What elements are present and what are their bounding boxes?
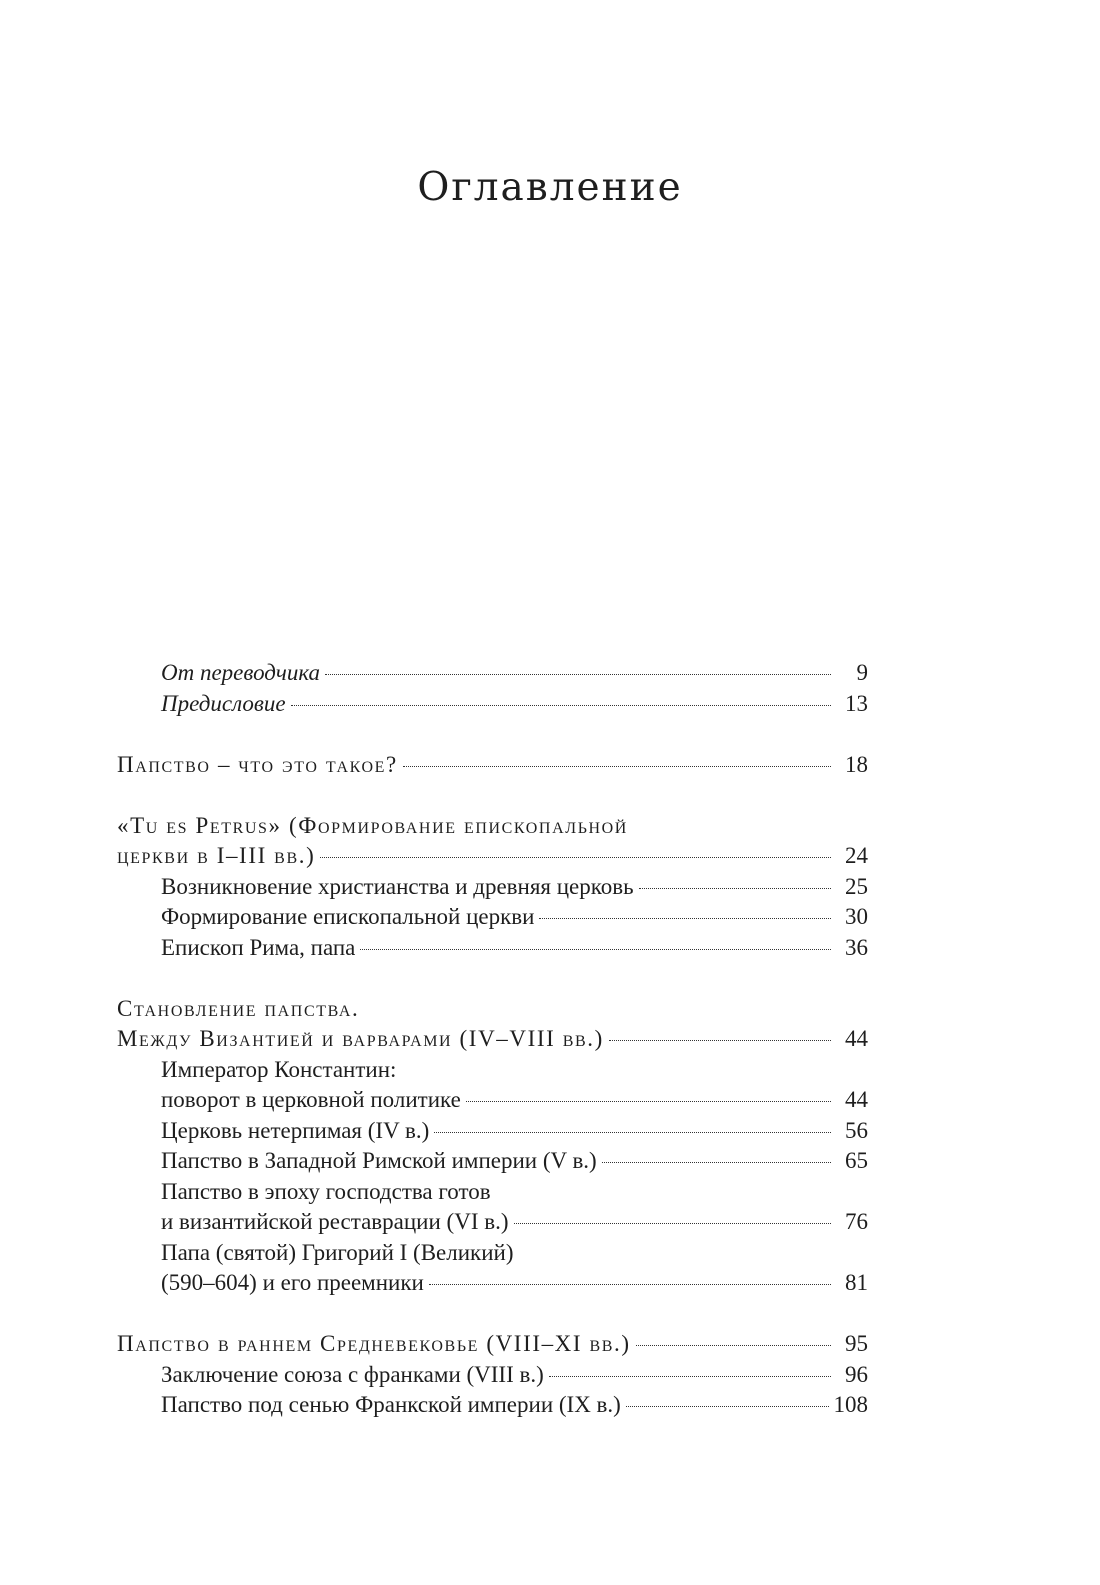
toc-page-number: 108	[833, 1392, 868, 1417]
toc-page-number: 25	[845, 873, 868, 899]
table-of-contents	[117, 658, 868, 1421]
toc-entry-title: Папство в эпоху господства готов	[161, 1178, 491, 1204]
section-spacer	[117, 1299, 868, 1330]
toc-chapter-title: Папство – что это такое?	[117, 751, 398, 777]
toc-entry-title: Папство под сенью Франкской империи (IX в.)	[161, 1392, 621, 1417]
toc-entry[interactable]	[117, 1177, 868, 1208]
toc-entry-title: Император Константин:	[161, 1056, 397, 1082]
toc-page-number: 76	[845, 1209, 868, 1234]
toc-entry-title: (590–604) и его преемники	[161, 1270, 424, 1295]
dot-leader	[403, 766, 831, 767]
dot-leader	[539, 918, 831, 919]
dot-leader	[434, 1132, 831, 1133]
toc-entry[interactable]	[117, 1055, 868, 1086]
toc-chapter-tu-es-petrus-line2[interactable]	[117, 841, 868, 872]
toc-page-number: 18	[845, 751, 868, 777]
toc-entry[interactable]	[117, 1360, 868, 1391]
toc-page-number: 44	[845, 1087, 868, 1112]
dot-leader	[639, 888, 831, 889]
toc-entry-title: Епископ Рима, папа	[161, 934, 356, 960]
dot-leader	[549, 1376, 831, 1377]
toc-page-number: 36	[845, 934, 868, 960]
dot-leader	[325, 674, 831, 675]
section-spacer	[117, 719, 868, 750]
dot-leader	[429, 1284, 831, 1285]
dot-leader	[626, 1406, 829, 1407]
toc-entry[interactable]	[117, 1390, 868, 1421]
dot-leader	[291, 705, 831, 706]
toc-chapter-title: «Tu es Petrus» (Формирование епископальной	[117, 812, 628, 838]
dot-leader	[602, 1162, 831, 1163]
toc-entry-title: и византийской реставрации (VI в.)	[161, 1209, 509, 1234]
toc-page-number: 95	[845, 1331, 868, 1356]
toc-chapter-title: Между Византией и варварами (IV–VIII вв.)	[117, 1026, 604, 1051]
toc-entry-title: Формирование епископальной церкви	[161, 904, 535, 929]
toc-chapter-title: Папство в раннем Средневековье (VIII–XI вв.)	[117, 1331, 631, 1356]
dot-leader	[609, 1040, 831, 1041]
toc-chapter-early-middle-ages[interactable]	[117, 1329, 868, 1360]
section-spacer	[117, 780, 868, 811]
toc-page-number: 44	[845, 1026, 868, 1051]
dot-leader	[360, 949, 831, 950]
dot-leader	[320, 857, 831, 858]
page-title: Оглавление	[417, 165, 683, 210]
toc-entry-title: поворот в церковной политике	[161, 1087, 461, 1112]
toc-entry-title: Церковь нетерпимая (IV в.)	[161, 1117, 430, 1143]
toc-entry-preface[interactable]	[117, 689, 868, 720]
toc-entry-title: Папа (святой) Григорий I (Великий)	[161, 1239, 514, 1265]
toc-page-number: 65	[845, 1148, 868, 1173]
toc-entry[interactable]	[117, 902, 868, 933]
toc-entry[interactable]	[117, 1085, 868, 1116]
toc-chapter-formation-line1[interactable]	[117, 994, 868, 1025]
toc-page-number: 81	[845, 1270, 868, 1295]
toc-page-number: 56	[845, 1117, 868, 1143]
toc-page-number: 9	[856, 660, 868, 685]
toc-entry[interactable]	[117, 872, 868, 903]
toc-chapter-title: Становление папства.	[117, 995, 360, 1021]
toc-entry[interactable]	[117, 933, 868, 964]
toc-entry-title: Заключение союза с франками (VIII в.)	[161, 1361, 544, 1387]
toc-entry[interactable]	[117, 1268, 868, 1299]
toc-page-number: 96	[845, 1361, 868, 1387]
dot-leader	[466, 1101, 831, 1102]
toc-entry-title: Предисловие	[161, 690, 286, 716]
toc-chapter-title: церкви в I–III вв.)	[117, 843, 316, 868]
toc-entry-translator-note[interactable]	[117, 658, 868, 689]
toc-entry-title: Папство в Западной Римской империи (V в.)	[161, 1148, 597, 1173]
toc-entry[interactable]	[117, 1238, 868, 1269]
toc-entry-title: От переводчика	[161, 660, 321, 685]
toc-page-number: 13	[845, 690, 868, 716]
dot-leader	[636, 1345, 831, 1346]
toc-page-number: 30	[845, 904, 868, 929]
toc-chapter-what-is-papacy[interactable]	[117, 750, 868, 781]
toc-entry-title: Возникновение христианства и древняя церковь	[161, 873, 634, 899]
toc-entry[interactable]	[117, 1207, 868, 1238]
toc-chapter-formation-line2[interactable]	[117, 1024, 868, 1055]
toc-chapter-tu-es-petrus-line1[interactable]	[117, 811, 868, 842]
section-spacer	[117, 963, 868, 994]
toc-entry[interactable]	[117, 1146, 868, 1177]
dot-leader	[514, 1223, 832, 1224]
toc-entry[interactable]	[117, 1116, 868, 1147]
toc-page-number: 24	[845, 843, 868, 868]
